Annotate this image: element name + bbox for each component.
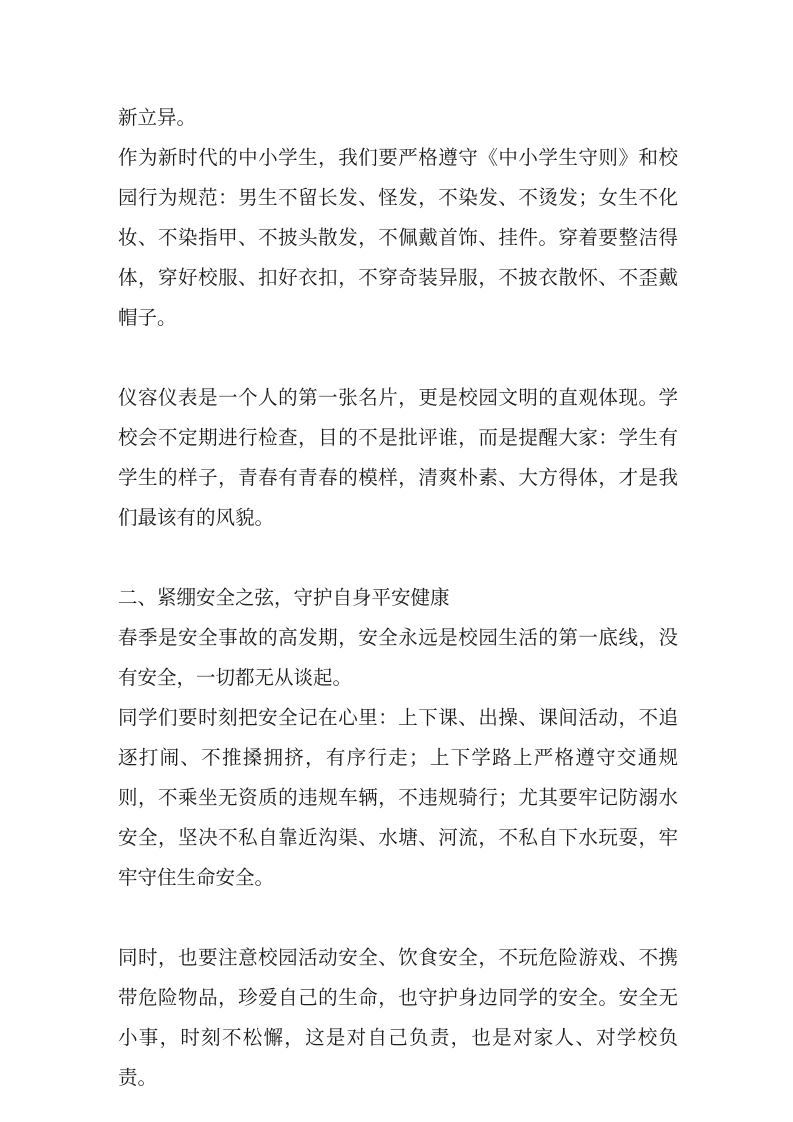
- paragraph-activity-safety: 同时，也要注意校园活动安全、饮食安全，不玩危险游戏、不携带危险物品，珍爱自己的生命，也守护身边同学的安全。安全无小事，时刻不松懈，这是对自己负责，也是对家人、对学校负责。: [118, 946, 678, 1089]
- paragraph-safety-rules: 同学们要时刻把安全记在心里：上下课、出操、课间活动，不追逐打闹、不推搡拥挤，有序行走；上下学路上严格遵守交通规则，不乘坐无资质的违规车辆，不违规骑行；尤其要牢记防溺水安全，坚决不私自靠近沟渠、水塘、河流，不私自下水玩耍，牢牢守住生命安全。: [118, 706, 678, 889]
- paragraph-appearance: 仪容仪表是一个人的第一张名片，更是校园文明的直观体现。学校会不定期进行检查，目的不是批评谁，而是提醒大家：学生有学生的样子，青春有青春的模样，清爽朴素、大方得体，才是我们最该有的风貌。: [118, 386, 678, 529]
- paragraph-dress-code: 作为新时代的中小学生，我们要严格遵守《中小学生守则》和校园行为规范：男生不留长发、怪发，不染发、不烫发；女生不化妆、不染指甲、不披头散发，不佩戴首饰、挂件。穿着要整洁得体，穿好校服、扣好衣扣，不穿奇装异服，不披衣散怀、不歪戴帽子。: [118, 146, 678, 329]
- paragraph-spring-safety: 春季是安全事故的高发期，安全永远是校园生活的第一底线，没有安全，一切都无从谈起。: [118, 626, 678, 689]
- section-heading-safety: 二、紧绷安全之弦，守护自身平安健康: [118, 586, 450, 609]
- document-body: [118, 98, 678, 1098]
- paragraph-continuation: 新立异。: [118, 106, 197, 129]
